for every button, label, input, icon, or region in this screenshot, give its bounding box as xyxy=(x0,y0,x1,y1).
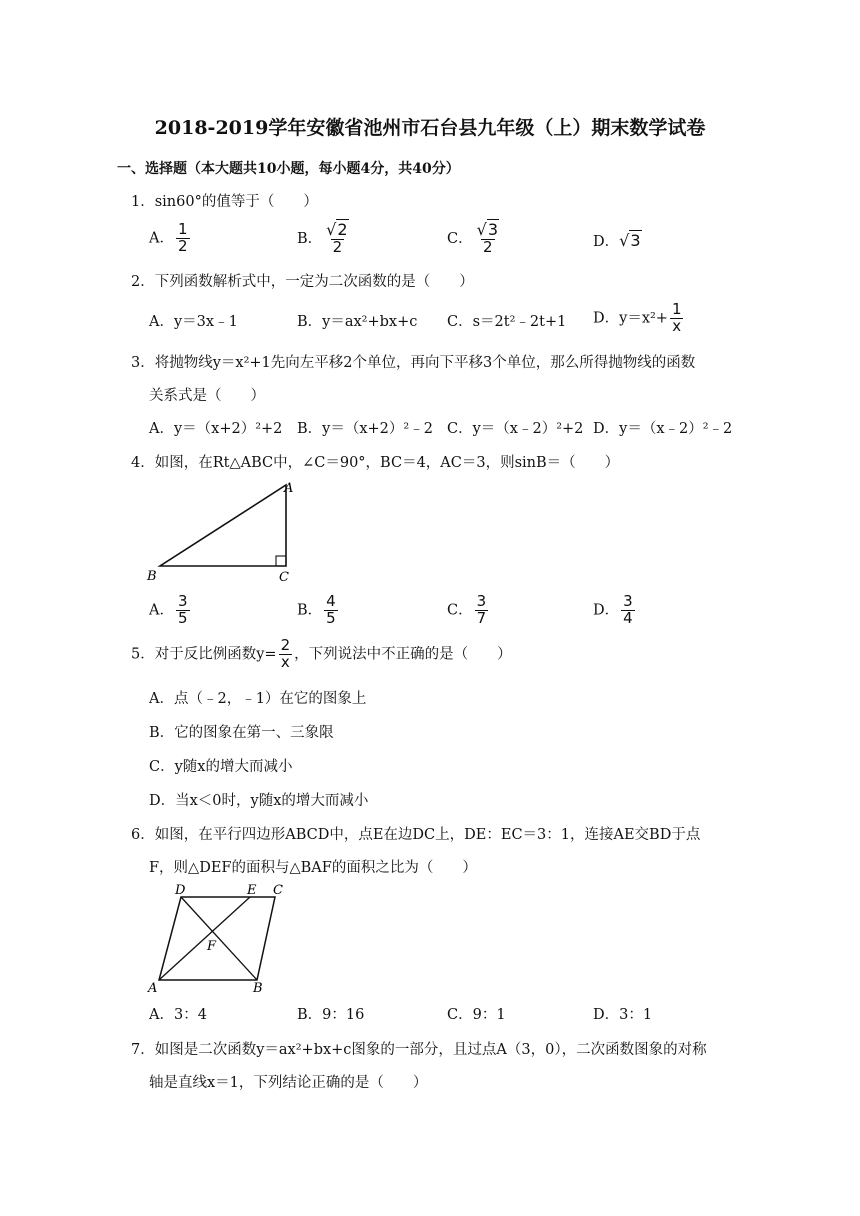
question-4-option-a[interactable]: A． $\frac{3}{5}$ xyxy=(149,592,188,627)
question-3-line-2: 关系式是（ ） xyxy=(149,388,265,404)
question-2-option-a[interactable]: A．y＝3x﹣1 xyxy=(149,314,238,330)
question-5-option-c[interactable]: C．y随x的增大而减小 xyxy=(149,759,293,775)
fraction: $\frac{3}{5}$ xyxy=(177,592,188,627)
fraction: $\frac{√3}{2}$ xyxy=(476,220,498,256)
question-2-option-d[interactable]: D．y＝x²+ $\frac{1}{x}$ xyxy=(593,300,682,335)
fraction: $\frac{1}{2}$ xyxy=(177,220,188,255)
fraction: $\frac{4}{5}$ xyxy=(326,592,336,627)
question-6-option-c[interactable]: C．9：1 xyxy=(447,1007,506,1023)
label-b: B xyxy=(253,981,263,996)
parallelogram-abcd xyxy=(159,897,275,980)
question-5-stem: 5．对于反比例函数y= $\frac{2}{x}$ ，下列说法中不正确的是（ ） xyxy=(131,636,512,671)
question-1-option-d[interactable] xyxy=(593,230,642,251)
fraction: $\frac{√2}{2}$ xyxy=(326,220,348,256)
question-4-option-d[interactable]: D． $\frac{3}{4}$ xyxy=(593,592,633,627)
fraction: $\frac{3}{7}$ xyxy=(476,592,487,627)
question-6-line-2: F，则△DEF的面积与△BAF的面积之比为（ ） xyxy=(149,860,477,876)
parallelogram-figure xyxy=(145,878,295,998)
question-6-option-d[interactable]: D．3：1 xyxy=(593,1007,653,1023)
label-c: C xyxy=(279,570,289,585)
label-a: A xyxy=(284,481,294,496)
question-3-line-1: 3．将抛物线y＝x²+1先向左平移2个单位，再向下平移3个单位，那么所得抛物线的函数 xyxy=(131,355,696,371)
question-1-option-a[interactable] xyxy=(149,222,192,255)
option-letter: A． xyxy=(149,230,174,247)
question-1-stem: 1．sin60°的值等于（ ） xyxy=(131,194,318,210)
square-root: √3 xyxy=(619,231,641,250)
question-4-stem: 4．如图，在Rt△ABC中，∠C＝90°，BC＝4，AC＝3，则sinB＝（ ） xyxy=(131,455,620,471)
label-c: C xyxy=(273,883,283,898)
question-5-option-a[interactable]: A．点（﹣2，﹣1）在它的图象上 xyxy=(149,691,367,707)
question-3-option-a[interactable]: A．y＝（x+2）²+2 xyxy=(149,421,283,437)
question-2-option-b[interactable]: B．y＝ax²+bx+c xyxy=(297,314,418,330)
question-4-option-b[interactable]: B． $\frac{4}{5}$ xyxy=(297,592,336,627)
page-title: 2018-2019学年安徽省池州市石台县九年级（上）期末数学试卷 xyxy=(154,117,706,139)
question-2-stem: 2．下列函数解析式中，一定为二次函数的是（ ） xyxy=(131,274,474,290)
question-5-option-b[interactable]: B．它的图象在第一、三象限 xyxy=(149,725,334,741)
section-heading: 一、选择题（本大题共10小题，每小题4分，共40分） xyxy=(117,161,460,177)
question-2-option-c[interactable]: C．s＝2t²﹣2t+1 xyxy=(447,314,567,330)
question-7-line-2: 轴是直线x＝1，下列结论正确的是（ ） xyxy=(149,1075,428,1091)
diagonal-bd xyxy=(181,897,257,980)
label-a: A xyxy=(148,981,158,996)
question-6-line-1: 6．如图，在平行四边形ABCD中，点E在边DC上，DE：EC＝3：1，连接AE交BD于点 xyxy=(131,827,701,843)
question-5-option-d[interactable]: D．当x＜0时，y随x的增大而减小 xyxy=(149,793,369,809)
right-angle-mark xyxy=(276,556,286,566)
question-6-option-b[interactable]: B．9：16 xyxy=(297,1007,365,1023)
question-6-option-a[interactable]: A．3：4 xyxy=(149,1007,207,1023)
option-letter: B． xyxy=(297,230,323,247)
fraction: $\frac{3}{4}$ xyxy=(623,592,633,627)
option-letter: C． xyxy=(447,230,473,247)
question-1-option-b[interactable] xyxy=(297,222,353,256)
label-b: B xyxy=(147,569,157,584)
option-letter: D． xyxy=(593,234,620,250)
fraction: $\frac{1}{x}$ xyxy=(671,300,682,335)
label-f: F xyxy=(207,939,217,954)
label-d: D xyxy=(175,883,186,898)
question-1-option-c[interactable] xyxy=(447,222,503,256)
triangle-abc xyxy=(160,485,286,566)
right-triangle-figure xyxy=(143,476,303,588)
label-e: E xyxy=(247,883,257,898)
question-3-option-c[interactable]: C．y＝（x﹣2）²+2 xyxy=(447,421,584,437)
segment-ae xyxy=(159,897,250,980)
question-3-option-d[interactable]: D．y＝（x﹣2）²﹣2 xyxy=(593,421,733,437)
question-3-option-b[interactable]: B．y＝（x+2）²﹣2 xyxy=(297,421,433,437)
fraction: $\frac{2}{x}$ xyxy=(280,636,291,671)
question-4-option-c[interactable]: C． $\frac{3}{7}$ xyxy=(447,592,487,627)
question-7-line-1: 7．如图是二次函数y＝ax²+bx+c图象的一部分，且过点A（3，0），二次函数图象的对称 xyxy=(131,1042,707,1058)
